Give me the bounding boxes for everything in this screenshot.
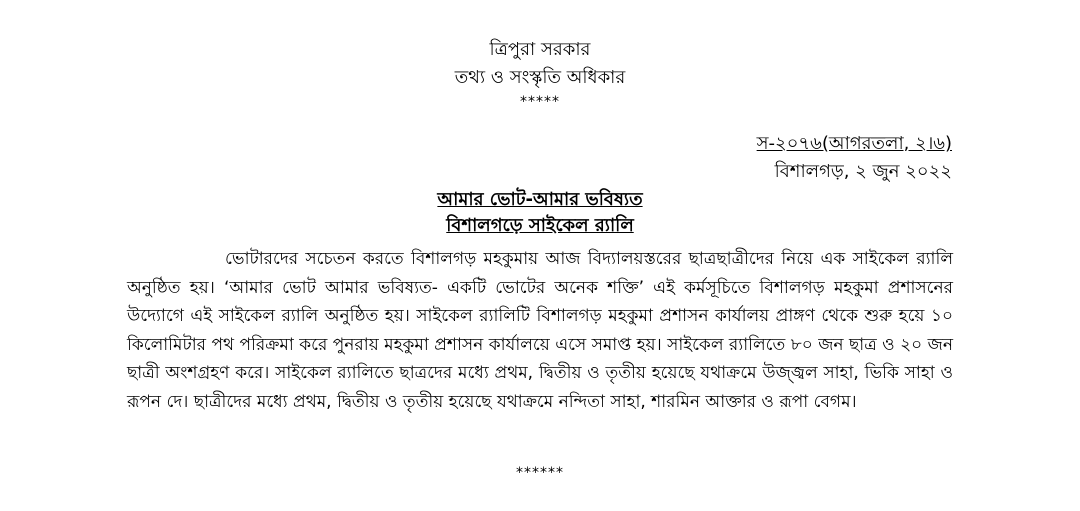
header-separator: *****: [520, 94, 560, 110]
department-name: তথ্য ও সংস্কৃতি অধিকার: [454, 67, 626, 88]
reference-number: স-২০৭৬(আগরতলা, ২।৬): [756, 133, 952, 154]
document-header: [0, 36, 1080, 112]
dateline: বিশালগড়, ২ জুন ২০২২: [774, 161, 952, 182]
government-name: ত্রিপুরা সরকার: [489, 39, 591, 60]
body-paragraph: ভোটারদের সচেতন করতে বিশালগড় মহকুমায় আজ বিদ্যালয়স্তরের ছাত্রছাত্রীদের নিয়ে এক সাইকেল র‍্যালি অনুষ্ঠিত হয়। ‘আমার ভোট আমার ভবিষ্যত- একটি ভোটের অনেক শক্তি’ এই কর্মসূচিতে বিশালগড় মহকুমা প্রশাসনের উদ্যোগে এই সাইকেল র‍্যালি অনুষ্ঠিত হয়। সাইকেল র‍্যালিটি বিশালগড় মহকুমা প্রশাসন কার্যালয় প্রাঙ্গণ থেকে শুরু হয়ে ১০ কিলোমিটার পথ পরিক্রমা করে পুনরায় মহকুমা প্রশাসন কার্যালয়ে এসে সমাপ্ত হয়। সাইকেল র‍্যালিতে ৮০ জন ছাত্র ও ২০ জন ছাত্রী অংশগ্রহণ করে। সাইকেল র‍্যালিতে ছাত্রদের মধ্যে প্রথম, দ্বিতীয় ও তৃতীয় হয়েছে যথাক্রমে উজ্জ্বল সাহা, ভিকি সাহা ও রূপন দে। ছাত্রীদের মধ্যে প্রথম, দ্বিতীয় ও তৃতীয় হয়েছে যথাক্রমে নন্দিতা সাহা, শারমিন আক্তার ও রূপা বেগম।: [127, 249, 953, 412]
end-separator: ******: [516, 465, 564, 481]
main-title: আমার ভোট-আমার ভবিষ্যত: [437, 189, 643, 210]
sub-title: বিশালগড়ে সাইকেল র‍্যালি: [446, 215, 634, 236]
reference-block: [757, 130, 952, 186]
title-block: [0, 187, 1080, 239]
